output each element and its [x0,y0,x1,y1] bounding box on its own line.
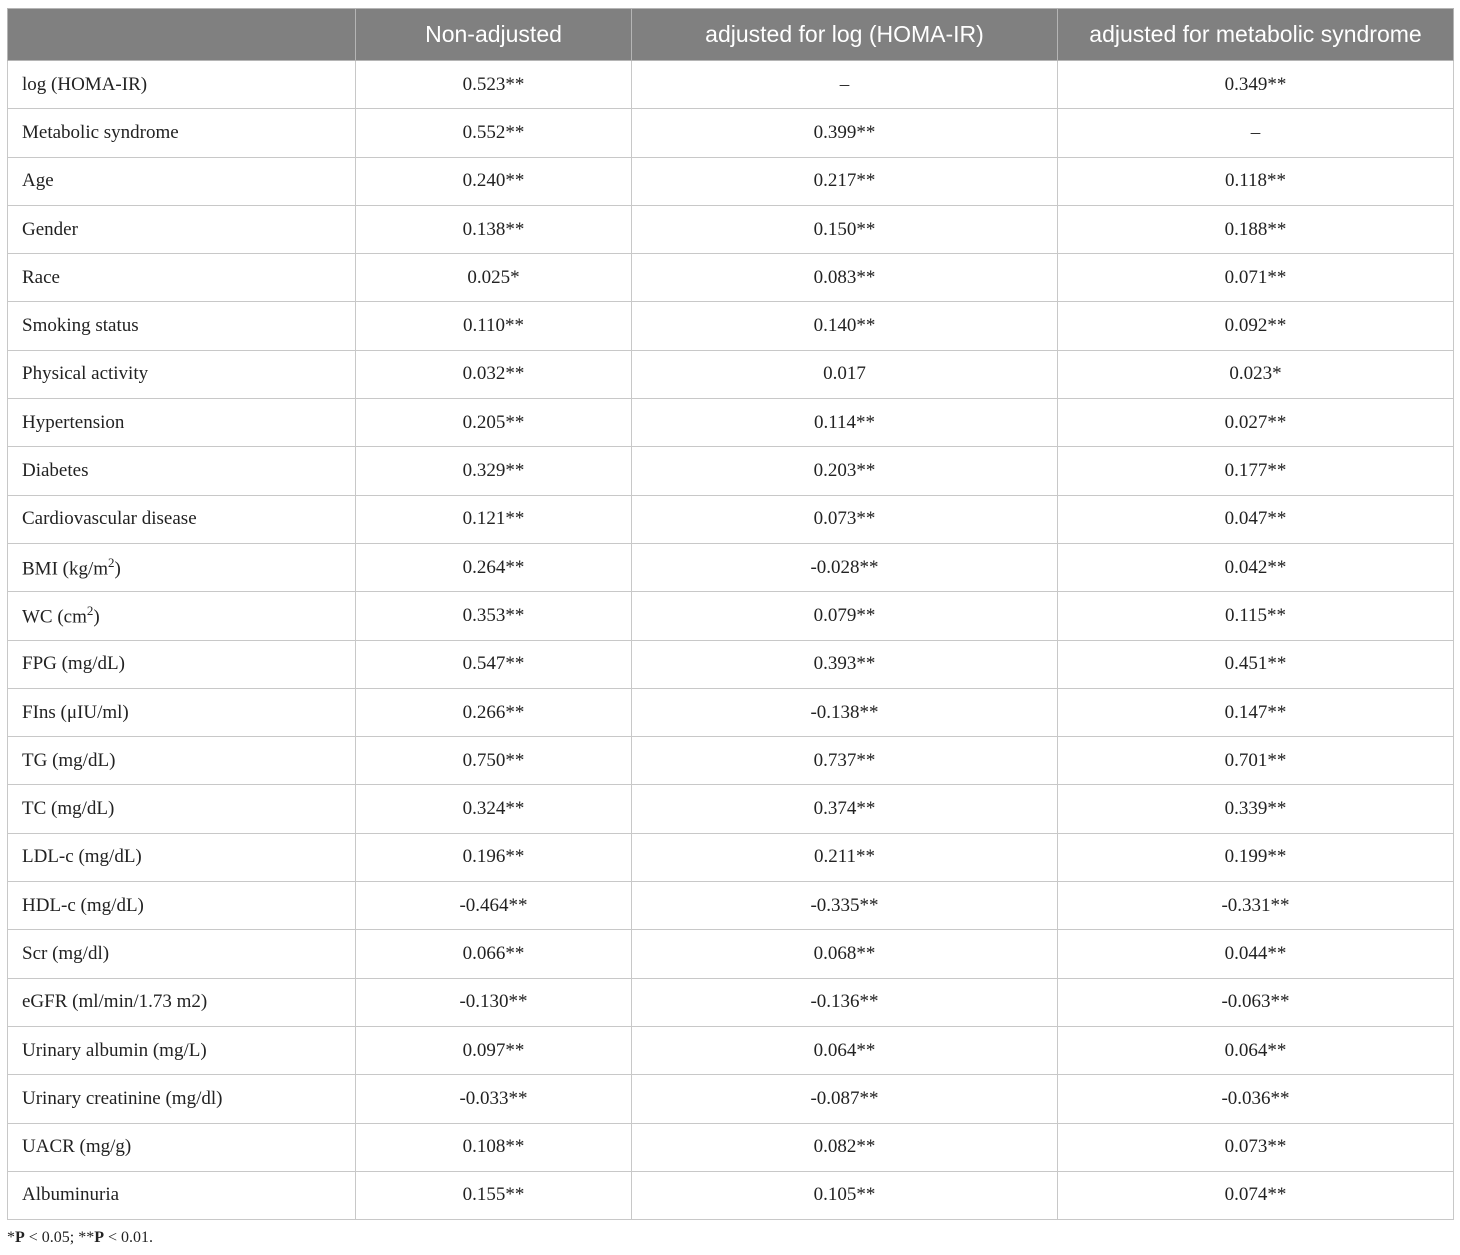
value-cell-adjusted-metabolic: 0.118** [1058,157,1454,205]
row-label-cell [8,302,356,350]
value-cell-adjusted-homa: 0.150** [632,205,1058,253]
value-cell-adjusted-homa: 0.140** [632,302,1058,350]
value-cell-adjusted-metabolic: 0.092** [1058,302,1454,350]
value-cell-non-adjusted: 0.552** [356,109,632,157]
row-label-cell [8,1026,356,1074]
value-cell-adjusted-metabolic: 0.073** [1058,1123,1454,1171]
footnote-star-1: * [7,1229,15,1246]
row-label-cell [8,495,356,543]
row-label-cell [8,1075,356,1123]
value-cell-adjusted-homa: 0.105** [632,1171,1058,1219]
value-cell-non-adjusted: 0.032** [356,350,632,398]
row-label-cell [8,688,356,736]
value-cell-adjusted-metabolic: 0.074** [1058,1171,1454,1219]
row-label: Age [22,170,54,192]
value-cell-adjusted-homa: 0.737** [632,737,1058,785]
row-label: Gender [22,218,78,240]
row-label-superscript: 2 [86,603,94,619]
table-header [8,9,1454,61]
row-label-cell [8,737,356,785]
value-cell-adjusted-homa: 0.393** [632,640,1058,688]
correlation-table-container [7,8,1453,1220]
table-row [8,205,1454,253]
row-label-cell [8,785,356,833]
value-cell-non-adjusted: 0.329** [356,447,632,495]
value-cell-adjusted-homa: 0.068** [632,930,1058,978]
row-label: WC (cm [22,606,87,628]
value-cell-non-adjusted: 0.108** [356,1123,632,1171]
value-cell-adjusted-metabolic: 0.451** [1058,640,1454,688]
value-cell-adjusted-metabolic: 0.027** [1058,399,1454,447]
value-cell-adjusted-homa: 0.399** [632,109,1058,157]
row-label: BMI (kg/m [22,558,109,580]
value-cell-non-adjusted: 0.110** [356,302,632,350]
value-cell-adjusted-metabolic: 0.199** [1058,833,1454,881]
value-cell-adjusted-homa: 0.073** [632,495,1058,543]
value-cell-adjusted-homa: -0.087** [632,1075,1058,1123]
row-label-superscript: 2 [108,554,115,570]
value-cell-adjusted-homa: 0.211** [632,833,1058,881]
value-cell-adjusted-metabolic: 0.042** [1058,543,1454,591]
value-cell-adjusted-homa: 0.374** [632,785,1058,833]
row-label: Scr (mg/dl) [22,942,110,964]
row-label-cell [8,399,356,447]
row-label: Urinary albumin (mg/L) [22,1039,207,1061]
row-label: eGFR (ml/min/1.73 m2) [22,991,208,1013]
value-cell-non-adjusted: 0.240** [356,157,632,205]
footnote-star-2: ** [78,1229,95,1246]
value-cell-adjusted-metabolic: 0.023* [1058,350,1454,398]
table-footnote [7,1229,153,1247]
value-cell-adjusted-metabolic: 0.147** [1058,688,1454,736]
row-label: FPG (mg/dL) [22,653,125,675]
table-row [8,1026,1454,1074]
row-label-cell [8,350,356,398]
table-row [8,109,1454,157]
table-row [8,592,1454,640]
value-cell-adjusted-homa: 0.114** [632,399,1058,447]
table-row [8,785,1454,833]
row-label-cell [8,254,356,302]
table-row [8,1075,1454,1123]
value-cell-adjusted-homa: -0.138** [632,688,1058,736]
header-cell-adjusted-homa: adjusted for log (HOMA-IR) [632,9,1058,61]
row-label-suffix: ) [114,558,121,580]
footnote-p-2: P [94,1229,105,1246]
table-row [8,543,1454,591]
correlation-table [7,8,1454,1220]
value-cell-adjusted-homa: 0.064** [632,1026,1058,1074]
table-row [8,833,1454,881]
row-label-cell [8,978,356,1026]
table-row [8,302,1454,350]
table-row [8,930,1454,978]
table-row [8,495,1454,543]
value-cell-non-adjusted: 0.266** [356,688,632,736]
table-row [8,978,1454,1026]
row-label: FIns (μIU/ml) [22,701,129,723]
value-cell-non-adjusted: 0.353** [356,592,632,640]
row-label: Metabolic syndrome [22,121,179,143]
table-row [8,447,1454,495]
table-body [8,61,1454,1220]
value-cell-adjusted-metabolic: 0.044** [1058,930,1454,978]
value-cell-adjusted-metabolic: 0.349** [1058,61,1454,109]
row-label: Diabetes [22,460,89,482]
table-row [8,399,1454,447]
row-label: Race [22,266,60,288]
row-label-cell [8,833,356,881]
value-cell-adjusted-metabolic: 0.047** [1058,495,1454,543]
row-label: Hypertension [22,411,125,433]
value-cell-adjusted-homa: 0.017 [632,350,1058,398]
value-cell-adjusted-metabolic: 0.071** [1058,254,1454,302]
value-cell-adjusted-metabolic: 0.177** [1058,447,1454,495]
table-row [8,157,1454,205]
table-row [8,350,1454,398]
header-row [8,9,1454,61]
row-label: LDL-c (mg/dL) [22,846,142,868]
value-cell-adjusted-metabolic: 0.188** [1058,205,1454,253]
value-cell-non-adjusted: 0.264** [356,543,632,591]
value-cell-adjusted-metabolic: 0.701** [1058,737,1454,785]
value-cell-non-adjusted: 0.750** [356,737,632,785]
value-cell-non-adjusted: 0.097** [356,1026,632,1074]
row-label-cell [8,157,356,205]
footnote-p-1: P [15,1229,25,1246]
row-label: Cardiovascular disease [22,508,197,530]
value-cell-non-adjusted: 0.138** [356,205,632,253]
table-row [8,1171,1454,1219]
value-cell-adjusted-homa: 0.082** [632,1123,1058,1171]
header-cell-adjusted-metabolic: adjusted for metabolic syndrome [1058,9,1454,61]
value-cell-adjusted-homa: 0.217** [632,157,1058,205]
header-cell-empty [8,9,356,61]
value-cell-non-adjusted: 0.205** [356,399,632,447]
table-row [8,688,1454,736]
value-cell-adjusted-homa: -0.335** [632,882,1058,930]
row-label: Albuminuria [22,1184,120,1206]
value-cell-non-adjusted: -0.033** [356,1075,632,1123]
table-row [8,1123,1454,1171]
row-label-cell [8,592,356,640]
row-label-cell [8,930,356,978]
value-cell-non-adjusted: -0.130** [356,978,632,1026]
value-cell-non-adjusted: 0.547** [356,640,632,688]
value-cell-adjusted-homa: -0.136** [632,978,1058,1026]
table-row [8,882,1454,930]
footnote-threshold-1: < 0.05; [24,1229,79,1246]
row-label: HDL-c (mg/dL) [22,894,144,916]
value-cell-non-adjusted: 0.196** [356,833,632,881]
value-cell-non-adjusted: 0.121** [356,495,632,543]
row-label-cell [8,640,356,688]
row-label: UACR (mg/g) [22,1136,132,1158]
value-cell-non-adjusted: -0.464** [356,882,632,930]
value-cell-adjusted-homa: -0.028** [632,543,1058,591]
value-cell-non-adjusted: 0.025* [356,254,632,302]
value-cell-adjusted-metabolic: -0.331** [1058,882,1454,930]
row-label-cell [8,882,356,930]
row-label: TG (mg/dL) [22,749,116,771]
value-cell-adjusted-metabolic: 0.115** [1058,592,1454,640]
value-cell-adjusted-homa: 0.083** [632,254,1058,302]
value-cell-non-adjusted: 0.066** [356,930,632,978]
header-cell-non-adjusted: Non-adjusted [356,9,632,61]
table-row [8,640,1454,688]
row-label: log (HOMA-IR) [22,73,148,95]
footnote-threshold-2: < 0.01. [104,1229,154,1246]
row-label-cell [8,447,356,495]
value-cell-adjusted-homa: 0.079** [632,592,1058,640]
value-cell-adjusted-homa: – [632,61,1058,109]
value-cell-adjusted-metabolic: 0.339** [1058,785,1454,833]
row-label: Urinary creatinine (mg/dl) [22,1087,223,1109]
row-label-cell [8,1171,356,1219]
value-cell-adjusted-metabolic: -0.063** [1058,978,1454,1026]
value-cell-adjusted-metabolic: 0.064** [1058,1026,1454,1074]
row-label-cell [8,1123,356,1171]
value-cell-non-adjusted: 0.324** [356,785,632,833]
row-label: Physical activity [22,363,149,385]
value-cell-adjusted-metabolic: – [1058,109,1454,157]
row-label-cell [8,543,356,591]
row-label-cell [8,109,356,157]
value-cell-non-adjusted: 0.523** [356,61,632,109]
value-cell-adjusted-metabolic: -0.036** [1058,1075,1454,1123]
table-row [8,254,1454,302]
value-cell-adjusted-homa: 0.203** [632,447,1058,495]
table-row [8,61,1454,109]
row-label: Smoking status [22,315,139,337]
table-row [8,737,1454,785]
row-label: TC (mg/dL) [22,798,115,820]
value-cell-non-adjusted: 0.155** [356,1171,632,1219]
row-label-cell [8,61,356,109]
row-label-suffix: ) [93,606,100,628]
row-label-cell [8,205,356,253]
